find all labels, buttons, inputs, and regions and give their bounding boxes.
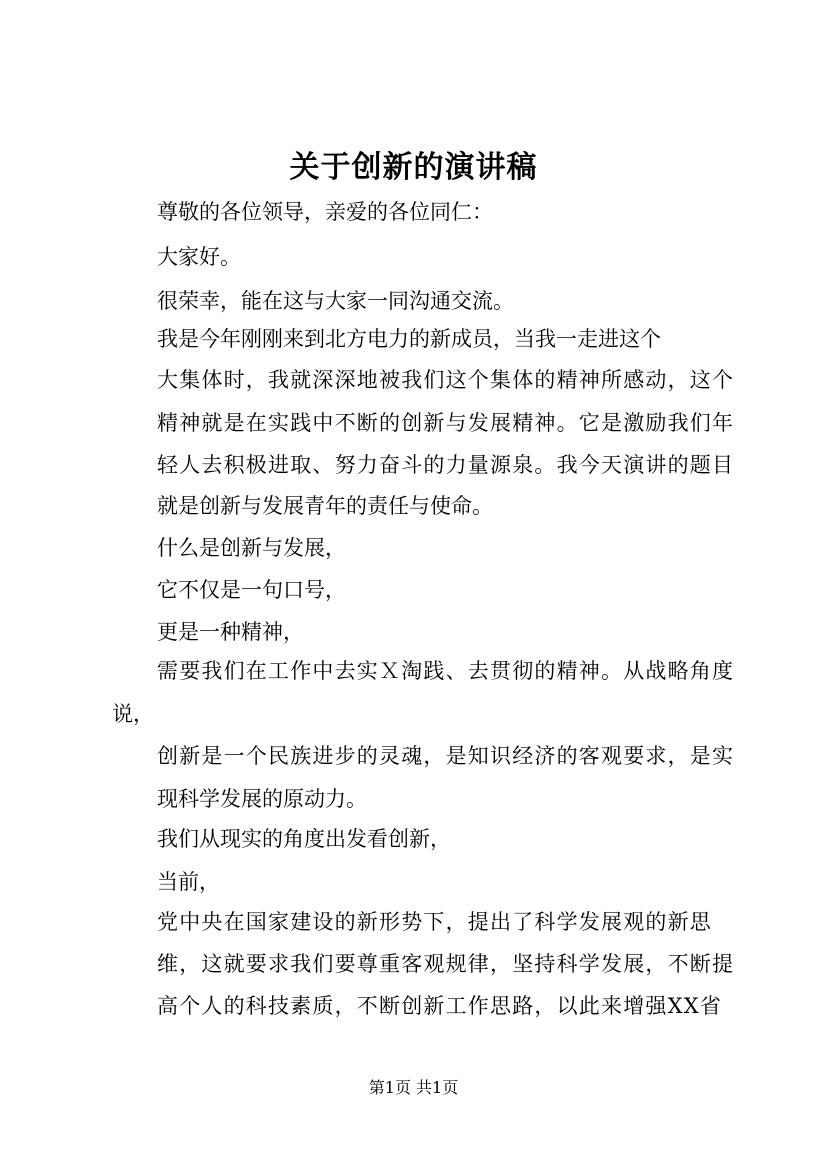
text-line: 就是创新与发展青年的责任与使命。 — [157, 494, 493, 518]
text-line: 当前， — [157, 870, 220, 894]
text-line: 需要我们在工作中去实Ｘ淘践、去贯彻的精神。从战略角度 — [157, 659, 735, 683]
text-line: 创新是一个民族进步的灵魂，是知识经济的客观要求，是实 — [157, 744, 735, 768]
text-line: 很荣幸，能在这与大家一同沟通交流。 — [157, 289, 514, 313]
text-line: 更是一种精神， — [157, 620, 304, 644]
text-line: 现科学发展的原动力。 — [157, 787, 367, 811]
text-line: 轻人去积极进取、努力奋斗的力量源泉。我今天演讲的题目 — [157, 453, 735, 477]
text-line: 什么是创新与发展， — [157, 536, 346, 560]
text-line: 它不仅是一句口号， — [157, 578, 346, 602]
page-footer: 第1页 共1页 — [368, 1078, 459, 1097]
text-line: 精神就是在实践中不断的创新与发展精神。它是激励我们年 — [157, 411, 735, 435]
text-line: 大集体时，我就深深地被我们这个集体的精神所感动，这个 — [157, 368, 735, 392]
text-line: 我们从现实的角度出发看创新， — [157, 827, 451, 851]
text-line: 高个人的科技素质，不断创新工作思路，以此来增强XX省 — [157, 994, 723, 1018]
text-line: 我是今年刚刚来到北方电力的新成员，当我一走进这个 — [157, 327, 661, 351]
text-line: 尊敬的各位领导，亲爱的各位同仁： — [157, 200, 493, 224]
text-line: 党中央在国家建设的新形势下，提出了科学发展观的新思 — [157, 910, 712, 934]
text-line: 维，这就要求我们要尊重客观规律，坚持科学发展，不断提 — [157, 952, 735, 976]
document-title: 关于创新的演讲稿 — [289, 150, 538, 185]
text-line: 大家好。 — [157, 245, 241, 269]
text-line: 说， — [112, 702, 154, 726]
